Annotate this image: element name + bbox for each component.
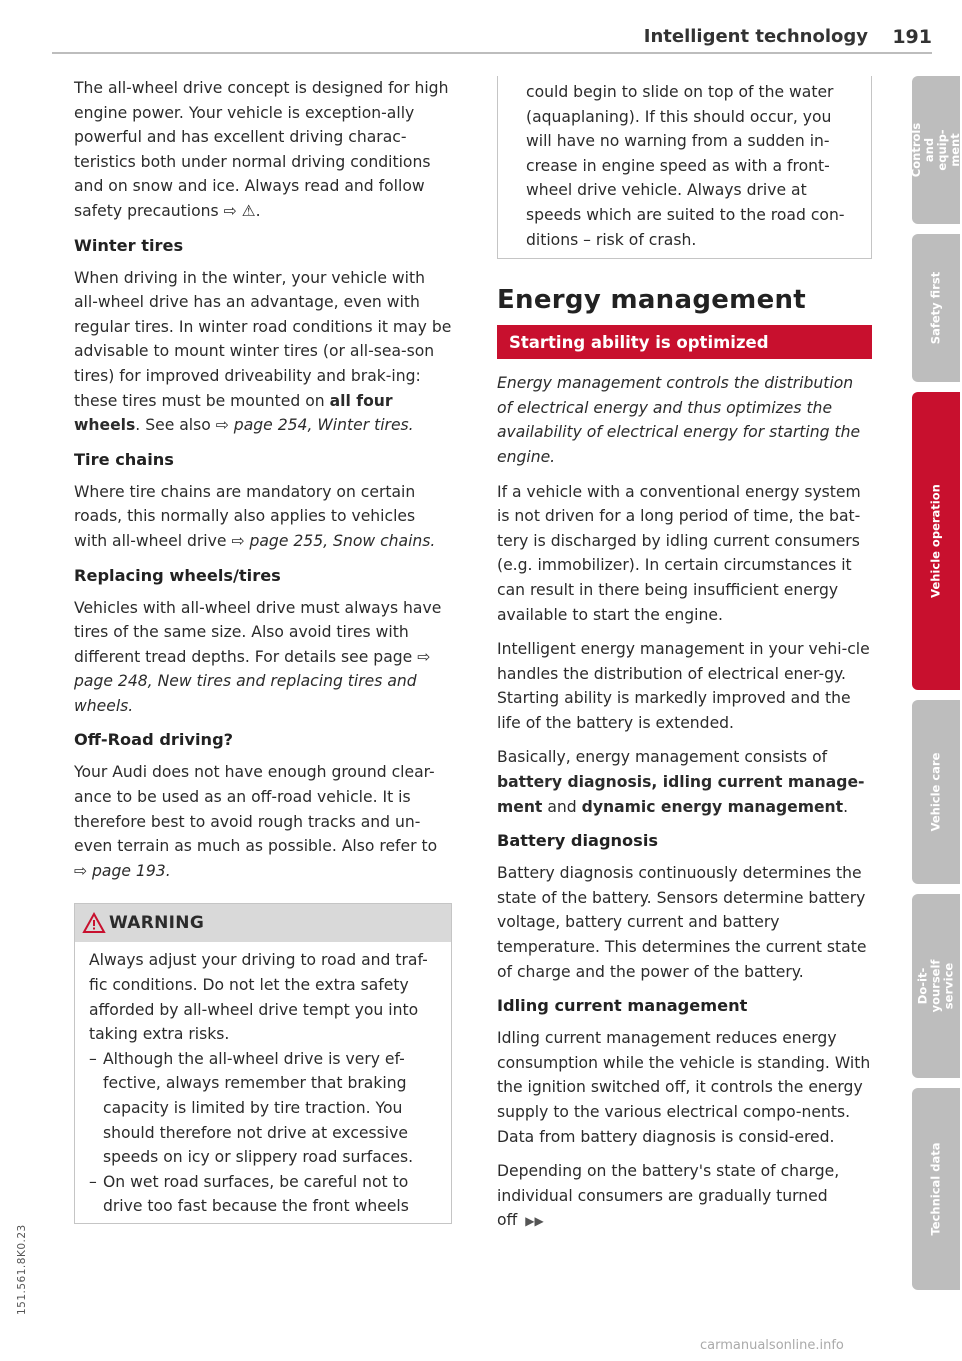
winter-tires-text-b: . See also: [135, 416, 211, 435]
offroad-text: Your Audi does not have enough ground clear-ance to be used as an off-road vehicle. It is therefore best to avoid rough tracks and un-even terrain as much as possible. Also refer to: [74, 763, 438, 856]
replacing-heading: Replacing wheels/tires: [74, 565, 281, 585]
section-banner: Starting ability is optimized: [497, 325, 872, 359]
energy-management-title: Energy management: [497, 285, 807, 316]
warning-header: [75, 904, 451, 942]
winter-tires-bold: all four wheels: [74, 391, 393, 435]
tab-technical-data[interactable]: Technical data: [912, 1088, 960, 1290]
winter-tires-heading: Winter tires: [74, 235, 184, 255]
tab-do-it-yourself-service[interactable]: Do-it-yourself service: [912, 894, 960, 1078]
intro-paragraph: [74, 76, 452, 224]
offroad-paragraph: [74, 760, 452, 883]
continue-arrow-icon: ▶▶: [525, 1214, 544, 1229]
section-title: Intelligent technology: [643, 26, 868, 47]
intro-text: The all-wheel drive concept is designed for high engine power. Your vehicle is exception-ally powerful and has excellent driving charac-teristics both under normal driving conditions and on snow and ice. Always read and follow safety precautions: [74, 79, 449, 220]
header-rule: [52, 52, 932, 54]
warning-triangle-icon: [83, 913, 105, 933]
warning-body: [75, 942, 451, 1223]
tab-safety-first[interactable]: Safety first: [912, 234, 960, 382]
tire-chains-text: Where tire chains are mandatory on certain roads, this normally also applies to vehicles with all-wheel drive: [74, 482, 416, 550]
watermark: carmanualsonline.info: [700, 1338, 844, 1353]
offroad-heading: Off-Road driving?: [74, 730, 234, 750]
warning-title: WARNING: [109, 913, 205, 934]
intro-ref-link[interactable]: ⇨ ⚠.: [223, 201, 261, 220]
right-column: [497, 76, 872, 1244]
energy-paragraph-1: If a vehicle with a conventional energy system is not driven for a long period of time, the bat-tery is discharged by idling current consumers (e.g. immobilizer). In certain circumstances it can result in there being insufficient energy available to start the engine.: [497, 482, 861, 624]
page-number: 191: [892, 26, 932, 48]
warning-bullet: – Although the all-wheel drive is very ef-fective, always remember that braking capacity is limited by tire traction. You should therefore not drive at excessive speeds on icy or slippery road surfaces.: [89, 1049, 414, 1167]
lead-paragraph: Energy management controls the distribution of electrical energy and thus optimizes the availability of electrical energy for starting the engine.: [497, 374, 861, 466]
idling-current-heading: Idling current management: [497, 996, 748, 1016]
offroad-ref-link[interactable]: ⇨ page 193.: [74, 861, 171, 880]
warning-bullet: – On wet road surfaces, be careful not to drive too fast because the front wheels: [89, 1172, 409, 1216]
warning-box: [74, 903, 452, 1224]
battery-diagnosis-paragraph: Battery diagnosis continuously determines the state of the battery. Sensors determine battery voltage, battery current and battery temperature. This determines the current state of charge and the power of the battery.: [497, 864, 867, 981]
tire-chains-ref-link[interactable]: ⇨ page 255, Snow chains.: [231, 531, 436, 550]
page-header: [52, 22, 932, 54]
tire-chains-heading: Tire chains: [74, 449, 174, 469]
replacing-text: Vehicles with all-wheel drive must always have tires of the same size. Also avoid tires with different tread depths. For details see page: [74, 598, 442, 666]
last-paragraph: Depending on the battery's state of charge, individual consumers are gradually turned off ▶▶: [497, 1162, 840, 1230]
idling-current-paragraph: Idling current management reduces energy consumption while the vehicle is standing. With the ignition switched off, it controls the energy supply to the various electrical compo-nents. Data from battery diagnosis is consid-ered.: [497, 1029, 871, 1146]
warning-continuation-text: could begin to slide on top of the water (aquaplaning). If this should occur, you will have no warning from a sudden in-crease in engine speed as with a front-wheel drive vehicle. Always drive at speeds which are suited to the road con-ditions – risk of crash.: [526, 83, 845, 249]
document-code: 151.561.8K0.23: [16, 1224, 28, 1315]
winter-tires-text: When driving in the winter, your vehicle with all-wheel drive has an advantage, even with regular tires. In winter road conditions it may be advisable to mount winter tires (or all-sea-son tires) for improved driveability and brak-ing: these tires must be mounted on: [74, 268, 452, 410]
tab-vehicle-operation[interactable]: Vehicle operation: [912, 392, 960, 690]
tire-chains-paragraph: [74, 480, 452, 554]
winter-tires-paragraph: [74, 266, 452, 438]
left-column: [74, 76, 452, 1224]
winter-tires-ref-link[interactable]: ⇨ page 254, Winter tires.: [215, 416, 414, 435]
battery-diagnosis-heading: Battery diagnosis: [497, 831, 658, 851]
energy-paragraph-2: Intelligent energy management in your vehi-cle handles the distribution of electrical ener-gy. Starting ability is markedly improved and the life of the battery is extended.: [497, 640, 870, 732]
tab-controls-and-equipment[interactable]: Controls and equip- ment: [912, 76, 960, 224]
energy-paragraph-3: Basically, energy management consists of battery diagnosis, idling current manage-ment and dynamic energy management.: [497, 748, 865, 816]
tab-vehicle-care[interactable]: Vehicle care: [912, 700, 960, 884]
warning-intro: Always adjust your driving to road and traf-fic conditions. Do not let the extra safety afforded by all-wheel drive tempt you into taking extra risks.: [89, 951, 428, 1044]
warning-continuation-box: [497, 76, 872, 259]
replacing-paragraph: [74, 596, 452, 719]
replacing-ref-link[interactable]: ⇨ page 248, New tires and replacing tires and wheels.: [74, 647, 431, 715]
